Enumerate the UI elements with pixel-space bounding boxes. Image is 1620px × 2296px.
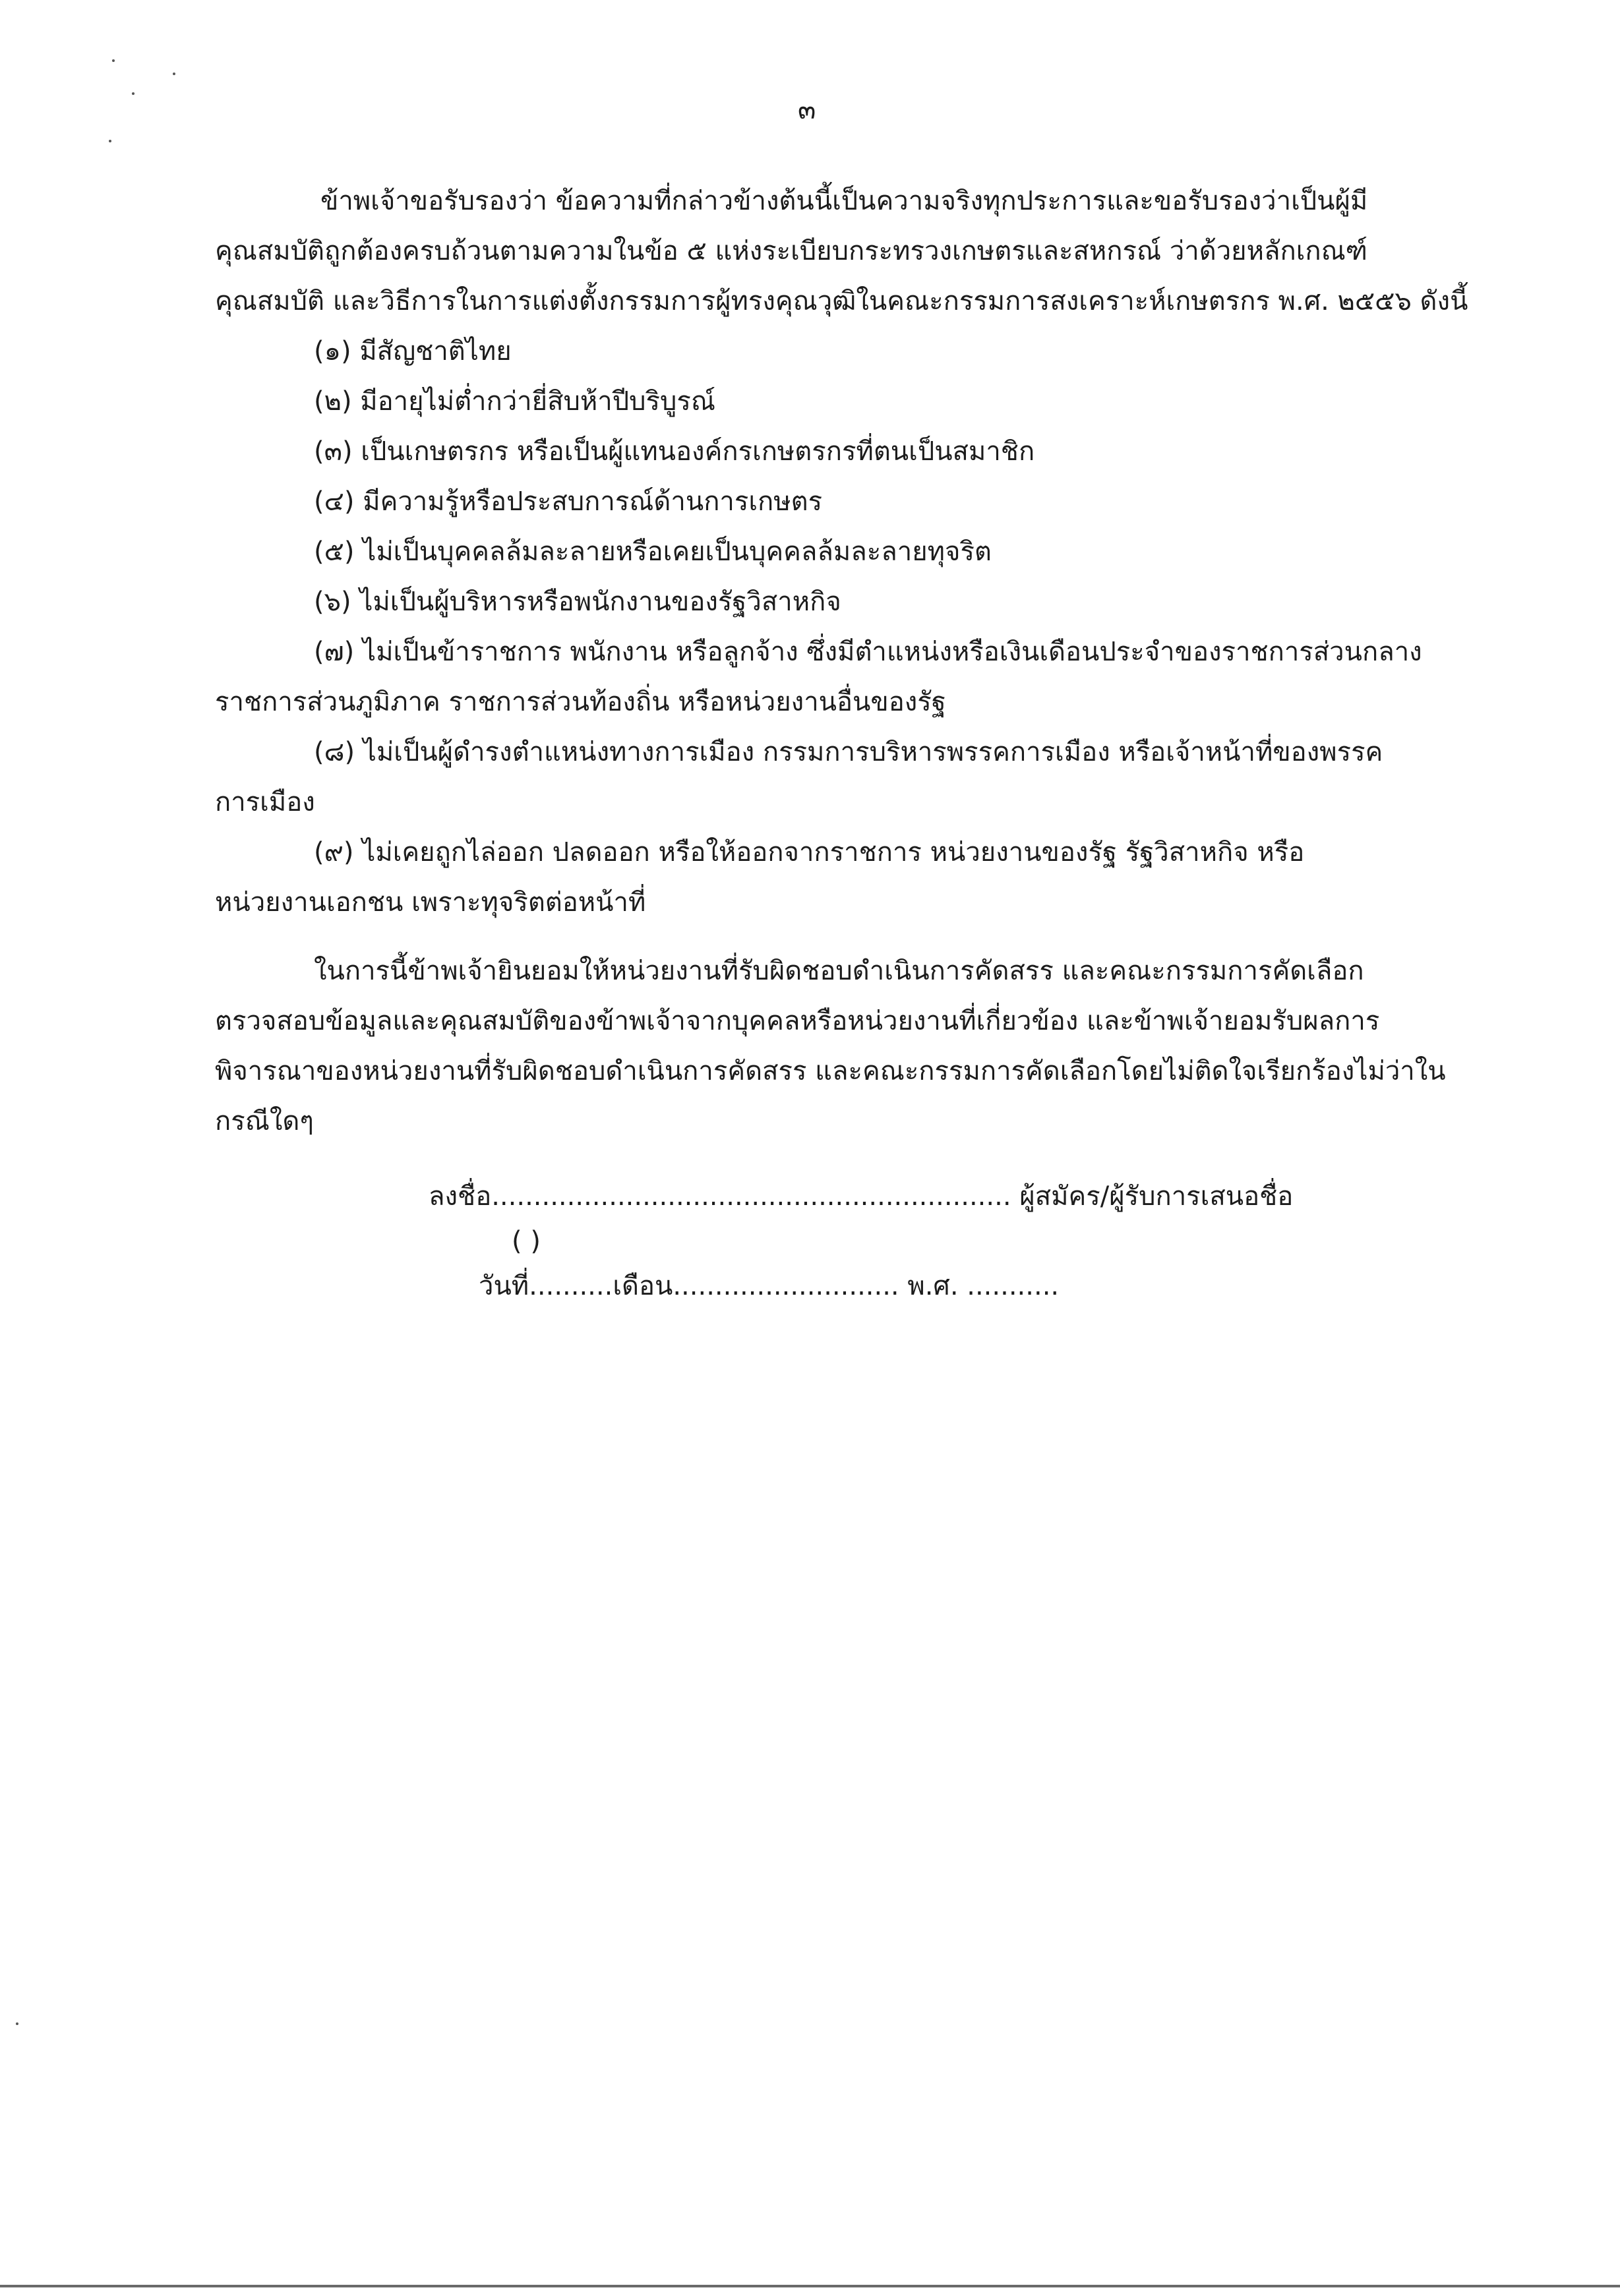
declaration-line-1: ข้าพเจ้าขอรับรองว่า ข้อความที่กล่าวข้างต้นนี้เป็นความจริงทุกประการและขอรับรองว่าเป็นผู้มี bbox=[320, 186, 1368, 216]
list-item-9-line-2: หน่วยงานเอกชน เพราะทุจริตต่อหน้าที่ bbox=[215, 887, 646, 918]
consent-line-2: ตรวจสอบข้อมูลและคุณสมบัติของข้าพเจ้าจากบุคคลหรือหน่วยงานที่เกี่ยวข้อง และข้าพเจ้ายอมรับผลการ bbox=[215, 1006, 1380, 1036]
declaration-line-2: คุณสมบัติถูกต้องครบถ้วนตามความในข้อ ๕ แห่งระเบียบกระทรวงเกษตรและสหกรณ์ ว่าด้วยหลักเกณฑ์ bbox=[215, 236, 1367, 266]
scan-edge-rule bbox=[0, 2285, 1620, 2287]
consent-line-1: ในการนี้ข้าพเจ้ายินยอมให้หน่วยงานที่รับผิดชอบดำเนินการคัดสรร และคณะกรรมการคัดเลือก bbox=[314, 956, 1364, 986]
list-item-3: (๓) เป็นเกษตรกร หรือเป็นผู้แทนองค์กรเกษตรกรที่ตนเป็นสมาชิก bbox=[314, 436, 1035, 467]
list-item-6: (๖) ไม่เป็นผู้บริหารหรือพนักงานของรัฐวิสาหกิจ bbox=[314, 587, 841, 617]
list-item-8-line-2: การเมือง bbox=[215, 787, 315, 817]
consent-line-3: พิจารณาของหน่วยงานที่รับผิดชอบดำเนินการคัดสรร และคณะกรรมการคัดเลือกโดยไม่ติดใจเรียกร้องไม่ว่าใน bbox=[215, 1056, 1446, 1086]
scan-speck bbox=[16, 2022, 18, 2025]
list-item-7-line-2: ราชการส่วนภูมิภาค ราชการส่วนท้องถิ่น หรือหน่วยงานอื่นของรัฐ bbox=[215, 687, 946, 717]
page-number: ๓ bbox=[798, 95, 816, 125]
scan-speck bbox=[109, 140, 111, 142]
list-item-8-line-1: (๘) ไม่เป็นผู้ดำรงตำแหน่งทางการเมือง กรรมการบริหารพรรคการเมือง หรือเจ้าหน้าที่ของพรรค bbox=[314, 737, 1383, 767]
list-item-2: (๒) มีอายุไม่ต่ำกว่ายี่สิบห้าปีบริบูรณ์ bbox=[314, 386, 715, 417]
consent-line-4: กรณีใดๆ bbox=[215, 1106, 314, 1136]
list-item-5: (๕) ไม่เป็นบุคคลล้มละลายหรือเคยเป็นบุคคลล้มละลายทุจริต bbox=[314, 537, 992, 567]
list-item-7-line-1: (๗) ไม่เป็นข้าราชการ พนักงาน หรือลูกจ้าง ซึ่งมีตำแหน่งหรือเงินเดือนประจำของราชการส่วนกลาง bbox=[314, 637, 1422, 667]
signature-line: ลงชื่อ.............................................................. ผู้สมัคร/ผู้รับการเสนอชื่อ bbox=[429, 1181, 1294, 1212]
printed-name-line: ( ) bbox=[512, 1226, 541, 1256]
list-item-4: (๔) มีความรู้หรือประสบการณ์ด้านการเกษตร bbox=[314, 486, 823, 517]
list-item-9-line-1: (๙) ไม่เคยถูกไล่ออก ปลดออก หรือให้ออกจากราชการ หน่วยงานของรัฐ รัฐวิสาหกิจ หรือ bbox=[314, 837, 1305, 868]
scan-speck bbox=[112, 59, 115, 62]
list-item-1: (๑) มีสัญชาติไทย bbox=[314, 336, 512, 367]
declaration-line-3: คุณสมบัติ และวิธีการในการแต่งตั้งกรรมการผู้ทรงคุณวุฒิในคณะกรรมการสงเคราะห์เกษตรกร พ.ศ. ๒๕๕๖ ดังนี้ bbox=[215, 286, 1468, 316]
scan-speck bbox=[132, 92, 135, 95]
date-line: วันที่..........เดือน........................... พ.ศ. ........... bbox=[479, 1271, 1060, 1301]
scan-speck bbox=[173, 73, 175, 75]
